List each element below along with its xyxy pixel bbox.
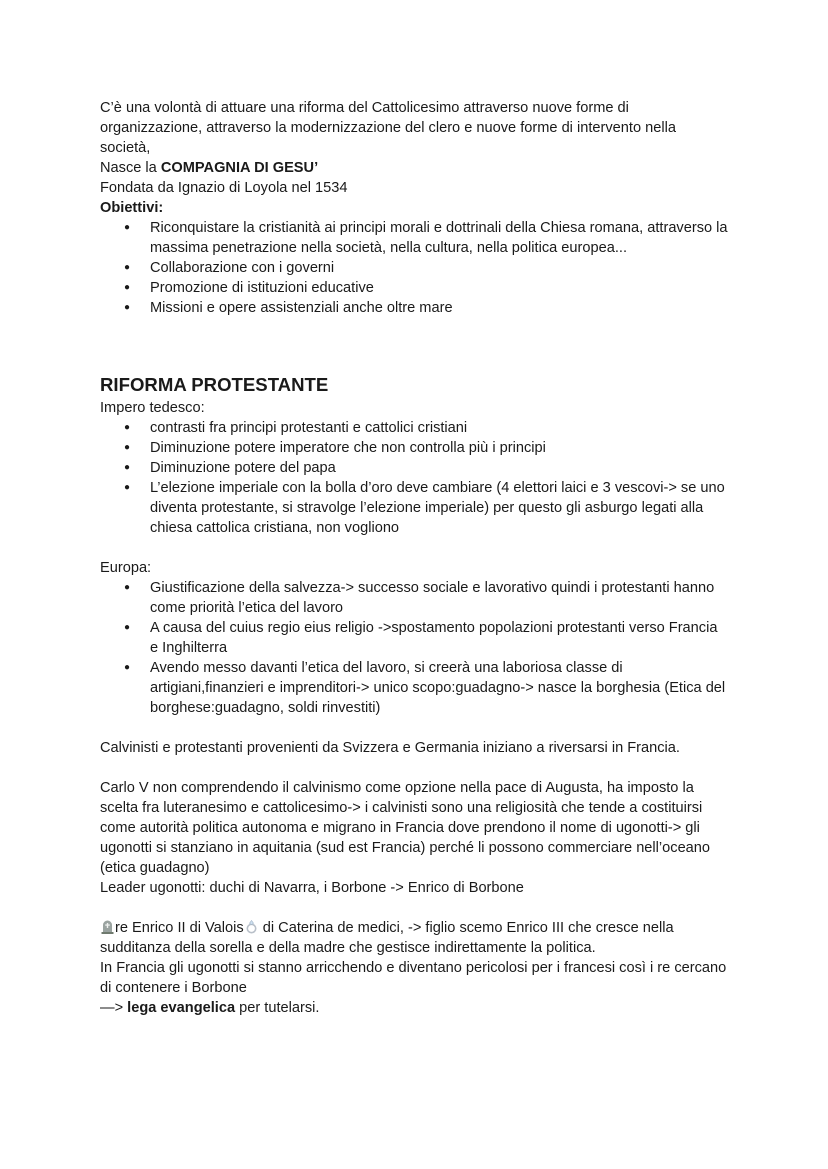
- list-item: ● Collaborazione con i governi: [100, 258, 728, 278]
- list-item: ● Diminuzione potere del papa: [100, 458, 728, 478]
- obiettivi-label: Obiettivi:: [100, 200, 164, 216]
- list-item: ● Promozione di istituzioni educative: [100, 278, 728, 298]
- list-item: ● Giustificazione della salvezza-> successo sociale e lavorativo quindi i protestanti hanno come priorità l’etica del lavoro: [100, 578, 728, 618]
- carlo-paragraph: Carlo V non comprendendo il calvinismo come opzione nella pace di Augusta, ha imposto la scelta fra luteranesimo e cattolicesimo-> i calvinisti sono una religiosità che tende a costituirsi come autorità politica autonoma e migrano in Francia dove prendono il nome di ugonotti-> gli ugonotti si stanziano in aquitania (sud est Francia) perché li possono commerciare nell’oceano (etica guadagno): [100, 780, 711, 876]
- calvinisti-paragraph: Calvinisti e protestanti provenienti da Svizzera e Germania iniziano a riversarsi in Francia.: [100, 740, 680, 756]
- intro-paragraph: C’è una volontà di attuare una riforma del Cattolicesimo attraverso nuove forme di organizzazione, attraverso la modernizzazione del clero e nuove forme di intervento nella società,: [100, 100, 676, 156]
- obiettivi-list: [100, 218, 728, 318]
- lega-evangelica: lega evangelica: [127, 1000, 236, 1016]
- francia-paragraph: In Francia gli ugonotti si stanno arricchendo e diventano pericolosi per i francesi così i re cercano di contenere i Borbone: [100, 960, 727, 996]
- fondata-line: Fondata da Ignazio di Loyola nel 1534: [100, 180, 348, 196]
- europa-list: [100, 578, 728, 718]
- list-item: ● Riconquistare la cristianità ai principi morali e dottrinali della Chiesa romana, attraverso la massima penetrazione nella società, nella cultura, nella politica europea...: [100, 218, 728, 258]
- impero-label: Impero tedesco:: [100, 400, 205, 416]
- section-heading: RIFORMA PROTESTANTE: [100, 374, 329, 395]
- enrico-paragraph: re Enrico II di Valois di Caterina de medici, -> figlio scemo Enrico III che cresce nella sudditanza della sorella e della madre che gestisce indirettamente la politica.: [100, 920, 674, 956]
- list-item: ● A causa del cuius regio eius religio ->spostamento popolazioni protestanti verso Francia e Inghilterra: [100, 618, 728, 658]
- ring-icon: [244, 919, 259, 934]
- lega-line: —> lega evangelica per tutelarsi.: [100, 1000, 320, 1016]
- list-item: ● contrasti fra principi protestanti e cattolici cristiani: [100, 418, 728, 438]
- leader-line: Leader ugonotti: duchi di Navarra, i Borbone -> Enrico di Borbone: [100, 880, 524, 896]
- europa-label: Europa:: [100, 560, 152, 576]
- list-item: ● Diminuzione potere imperatore che non controlla più i principi: [100, 438, 728, 458]
- compagnia-title: COMPAGNIA DI GESU’: [160, 160, 319, 176]
- list-item: ● Missioni e opere assistenziali anche oltre mare: [100, 298, 728, 318]
- headstone-icon: [100, 919, 115, 934]
- nasce-line: Nasce la COMPAGNIA DI GESU’: [100, 160, 319, 176]
- list-item: ● L’elezione imperiale con la bolla d’oro deve cambiare (4 elettori laici e 3 vescovi-> se uno diventa protestante, si stravolge l’elezione imperiale) per questo gli asburgo legati alla chiesa cattolica cristiana, non vogliono: [100, 478, 728, 538]
- list-item: ● Avendo messo davanti l’etica del lavoro, si creerà una laboriosa classe di artigiani,finanzieri e imprenditori-> unico scopo:guadagno-> nasce la borghesia (Etica del borghese:guadagno, soldi rinvestiti): [100, 658, 728, 718]
- impero-list: [100, 418, 728, 538]
